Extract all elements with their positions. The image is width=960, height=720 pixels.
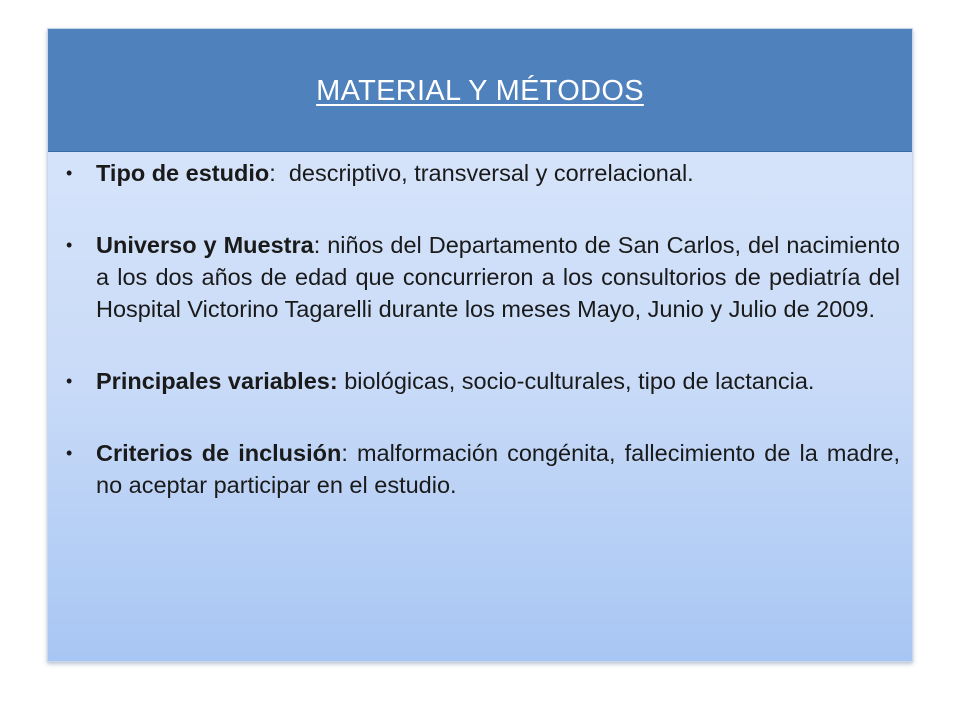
bullet-label: Principales variables: [96,368,338,394]
slide-title: MATERIAL Y MÉTODOS [316,74,644,107]
bullet-universo-y-muestra [66,229,900,325]
bullet-separator: : [269,160,289,186]
bullet-dot: • [66,163,73,183]
bullet-dot: • [66,371,73,391]
bullet-label: Universo y Muestra [96,232,314,258]
bullet-text: descriptivo, transversal y correlacional. [288,160,694,186]
bullet-criterios-de-inclusion [66,437,900,501]
slide-panel [47,28,913,662]
bullet-label: Tipo de estudio [96,160,270,186]
bullet-text: malformación congénita, fallecimiento de la madre, no aceptar participar en el estudio. [96,440,900,498]
bullet-text: biológicas, socio-culturales, tipo de lactancia. [344,368,815,394]
bullet-separator: : [313,232,328,258]
bullet-principales-variables [66,365,900,397]
bullet-dot: • [66,235,73,255]
bullet-tipo-de-estudio [66,157,900,189]
title-bar [48,29,912,152]
bullet-list [66,157,900,501]
bullet-label: Criterios de inclusión [96,440,342,466]
bullet-dot: • [66,443,73,463]
bullet-text: niños del Departamento de San Carlos, del nacimiento a los dos años de edad que concurrieron a los consultorios de pediatría del Hospital Victorino Tagarelli durante los meses Mayo, Junio y Julio de 2009. [96,232,900,322]
bullet-separator: : [341,440,357,466]
